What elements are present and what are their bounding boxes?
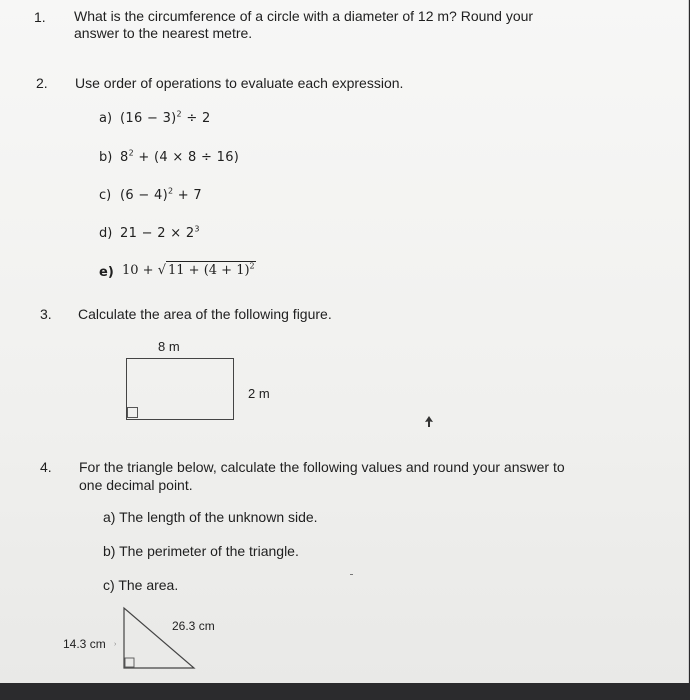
question-3-number: 3.: [40, 306, 52, 322]
square-root-icon: √: [157, 263, 166, 278]
triangle-right-angle-icon: [125, 658, 134, 667]
rectangle-figure: [126, 358, 234, 420]
part-2d-label: d): [99, 226, 113, 241]
part-4c: c) The area.: [103, 577, 179, 593]
question-4-number: 4.: [40, 459, 52, 475]
question-3-text: Calculate the area of the following figure.: [78, 306, 332, 322]
question-1-text-line2: answer to the nearest metre.: [74, 25, 253, 41]
part-2d-expression: $21 - 2 \times 2^3$: [120, 224, 200, 241]
stray-mark: [350, 574, 353, 575]
question-2-text: Use order of operations to evaluate each expression.: [75, 75, 404, 91]
question-1-text-line1: What is the circumference of a circle with a diameter of 12 m? Round your: [74, 8, 534, 24]
part-2a-expression: $(16 - 3)^2 \div 2$: [120, 109, 211, 126]
question-4-text-line2: one decimal point.: [79, 477, 193, 493]
part-2b-label: b): [99, 150, 113, 165]
right-angle-marker-icon: [127, 407, 138, 418]
triangle-figure: [120, 605, 200, 670]
part-2c-expression: $(6 - 4)^2 + 7$: [120, 186, 202, 203]
small-pointer-icon: ›: [114, 641, 117, 648]
question-1-number: 1.: [34, 9, 46, 25]
rectangle-top-label: 8 m: [158, 339, 180, 354]
bottom-frame: [0, 683, 690, 700]
triangle-side-label: 14.3 cm: [63, 637, 106, 651]
triangle-hypotenuse-label: 26.3 cm: [172, 619, 215, 633]
part-4a: a) The length of the unknown side.: [103, 509, 318, 525]
part-2e-expression: 10 + √ $11 + (4 + 1)^2$: [122, 261, 255, 278]
question-2-number: 2.: [36, 75, 48, 91]
question-4-text-line1: For the triangle below, calculate the following values and round your answer to: [79, 459, 565, 475]
part-2e-label: e): [99, 265, 114, 280]
part-2a-label: a): [99, 111, 113, 126]
cursor-arrow-icon: [424, 416, 434, 428]
part-2c-label: c): [99, 188, 112, 203]
part-4b: b) The perimeter of the triangle.: [103, 543, 299, 559]
part-2b-expression: $8^2 + (4 \times 8 \div 16)$: [120, 148, 240, 165]
rectangle-side-label: 2 m: [248, 386, 270, 401]
